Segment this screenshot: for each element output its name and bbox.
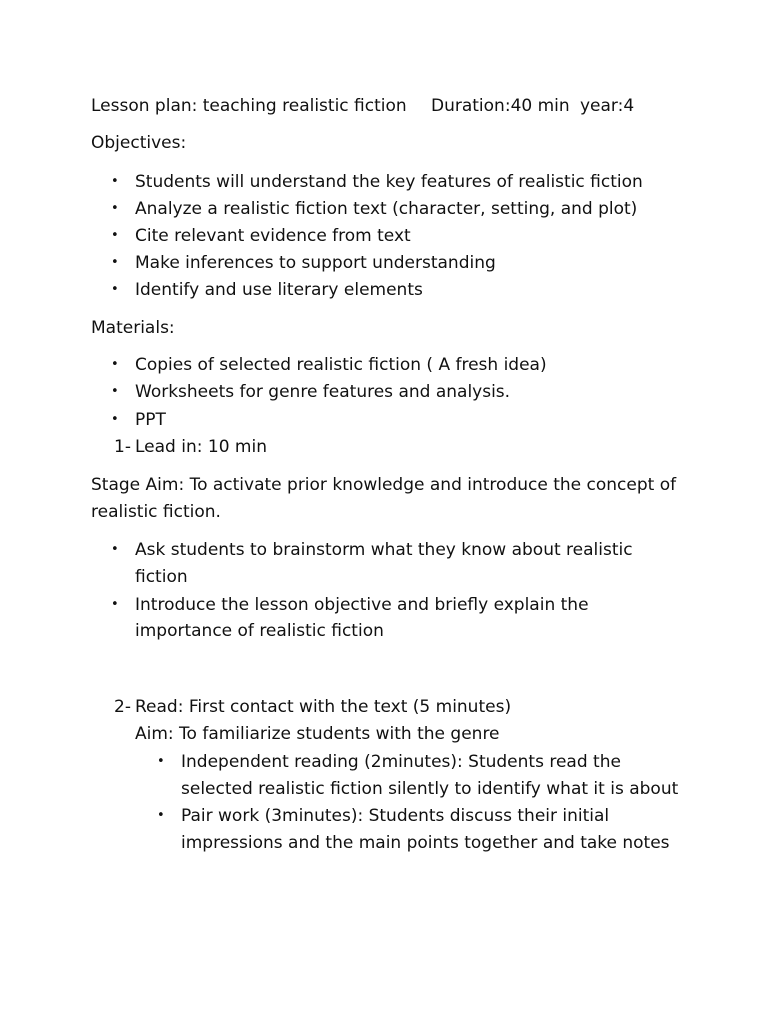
stage-aim-continued: realistic fiction.	[91, 502, 221, 522]
stage-number: 1-	[114, 437, 131, 457]
bullet-icon: •	[111, 255, 119, 270]
bullet-icon: •	[111, 282, 119, 297]
stage-aim: Aim: To familiarize students with the genre	[135, 724, 500, 744]
stage-number: 2-	[114, 697, 131, 717]
stage-title: Read: First contact with the text (5 minutes)	[135, 697, 512, 717]
bullet-icon: •	[111, 542, 119, 557]
bullet-icon: •	[157, 808, 165, 823]
bullet-icon: •	[111, 412, 119, 427]
bullet-icon: •	[111, 597, 119, 612]
lesson-title: Lesson plan: teaching realistic fiction	[91, 96, 407, 116]
bullet-icon: •	[111, 228, 119, 243]
bullet-icon: •	[111, 174, 119, 189]
document-page: Lesson plan: teaching realistic fiction Duration:40 min year:4 Objectives: • Students will understand the key features of realistic fiction • Analyze a realistic fiction text (character, setting, and plot) • Cite relevant evidence from text • Make inferences to support understanding • Identify and use literary elements Materials: • Copies of selected realistic fiction ( A fresh idea) • Worksheets for genre features and analysis. • PPT 1- Lead in: 10 min Stage Aim: To activate prior knowledge and introduce the concept of realistic fiction. • Ask students to brainstorm what they know about realistic fiction • Introduce the lesson objective and briefly explain the importance of realistic fiction 2- Read: First contact with the text (5 minutes) Aim: To familiarize students with the genre • Independent reading (2minutes): Students read the selected realistic fiction silently to identify what it is about • Pair work (3minutes): Students discuss their initial impressions and the main points together and take notes	[91, 96, 679, 853]
lesson-duration: Duration:40 min	[431, 96, 570, 116]
bullet-icon: •	[111, 357, 119, 372]
bullet-icon: •	[111, 384, 119, 399]
bullet-icon: •	[157, 754, 165, 769]
lesson-year: year:4	[580, 96, 635, 116]
materials-heading: Materials:	[91, 318, 175, 338]
bullet-icon: •	[111, 201, 119, 216]
stage-aim: Stage Aim: To activate prior knowledge and introduce the concept of	[91, 475, 677, 495]
stage-title: Lead in: 10 min	[135, 437, 267, 457]
objectives-heading: Objectives:	[91, 133, 187, 153]
